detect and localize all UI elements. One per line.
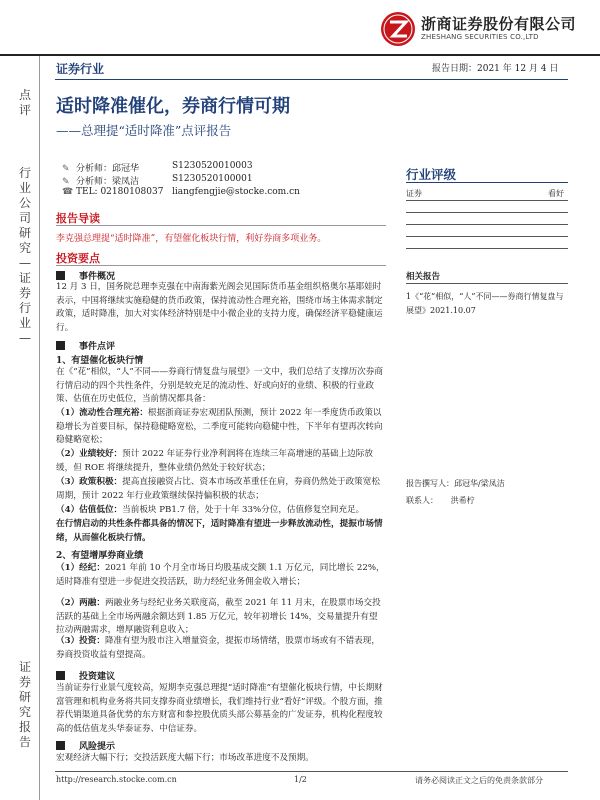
rating-rule: [406, 236, 568, 237]
contact-name: 洪希柠: [450, 496, 475, 505]
point-2-item-1: [56, 562, 386, 589]
rating-rule: [406, 212, 568, 213]
contact-tel: TEL: 02180108037: [76, 187, 164, 197]
related-rule: [406, 283, 568, 284]
report-subtitle: ——总理提“适时降准”点评报告: [56, 123, 232, 138]
footer-disclaimer: 请务必阅读正文之后的免责条款部分: [415, 776, 543, 785]
point-2-heading: 2、有望增厚券商业绩: [56, 551, 144, 561]
item-label: （2）两融：: [56, 598, 105, 608]
point-1-heading: 1、有望催化板块行情: [56, 356, 144, 366]
item-label: （3）投资：: [56, 636, 105, 646]
header-rule: [0, 54, 600, 56]
advice-heading: [56, 669, 115, 682]
point-2-item-3: [56, 635, 386, 662]
analyst-name: 分析师：梁凤洁: [76, 177, 140, 187]
page-number: 1/2: [294, 775, 307, 784]
contact-email[interactable]: liangfengjie@stocke.com.cn: [172, 187, 300, 197]
item-text: 当前板块 PB1.7 倍，处于十年 33%分位，估值修复空间充足。: [122, 505, 365, 515]
item-label: （3）政策积极：: [56, 477, 123, 487]
point-1-conclusion: 在行情启动的共性条件都具备的情况下，适时降准有望进一步释放流动性，提振市场情绪，从而催化板块行情。: [56, 519, 383, 543]
writer-names: 邱冠华/梁凤洁: [454, 479, 505, 488]
section-guide-heading: 报告导读: [56, 212, 100, 225]
item-text: 两融业务与经纪业务关联度高，截至 2021 年 11 月末，在股票市场交投活跃的基础上全市场两融余额达到 1.85 万亿元，较年初增长 14%，交易量提升有望拉动两融需求，增厚融资利息收入；: [56, 598, 381, 635]
square-bullet-icon: [56, 341, 65, 350]
side-divider: [39, 56, 40, 800]
point-1-text: 在《“花”相似，“人”不同——券商行情复盘与展望》一文中，我们总结了支撑历次券商行情启动的四个共性条件，分别是较充足的流动性、好或向好的业绩、积极的行业政策、估值在历史低位，当前情况都具备：: [56, 367, 383, 404]
rating-rule: [406, 182, 568, 183]
brand-name-en: ZHESHANG SECURITIES CO.,LTD: [421, 33, 539, 41]
risk-label: 风险提示: [79, 742, 116, 752]
square-bullet-icon: [56, 271, 65, 280]
company-logo-icon: [381, 12, 415, 46]
pen-icon: ✎: [62, 164, 70, 174]
point-2-item-2: [56, 597, 386, 638]
rating-rule: [406, 224, 568, 225]
report-title: 适时降准催化，券商行情可期: [56, 96, 290, 117]
event-comment-label: 事件点评: [79, 342, 116, 352]
side-label-middle: 行业公司研究—证券行业—: [18, 166, 31, 345]
contact-row: [62, 187, 300, 197]
item-text: 根据浙商证券宏观团队预测，预计 2022 年一季度货币政策以稳增长为首要目标，保持稳健略宽松，二季度可能转向稳健中性，下半年有望再次转向稳健略宽松；: [56, 408, 383, 445]
event-text: 12 月 3 日，国务院总理李克强在中南海紫光阁会见国际货币基金组织格奥尔基耶娃时表示，中国将继续实施稳健的货币政策，保持流动性合理充裕，围绕市场主体需求制定政策，适时降准，加大对实体经济特别是中小微企业的支持力度，确保经济平稳健康运行。: [56, 282, 383, 333]
square-bullet-icon: [56, 741, 65, 750]
item-text: 预计 2022 年证券行业净利润将在连续三年高增速的基础上边际放缓，但 ROE 将继续提升，整体业绩仍然处于较好状态；: [56, 449, 373, 473]
side-label-top: 点评: [18, 88, 31, 117]
item-label: （1）流动性合理充裕：: [56, 408, 148, 418]
contact-label: 联系人：: [406, 496, 438, 505]
industry-tag: 证券行业: [56, 62, 105, 76]
event-overview-label: 事件概况: [79, 272, 116, 282]
rating-heading: 行业评级: [406, 167, 457, 182]
report-date: 报告日期：2021 年 12 月 4 日: [432, 64, 559, 74]
advice-label: 投资建议: [79, 672, 116, 682]
pen-icon: ✎: [62, 177, 70, 187]
analyst-code: S1230520010003: [172, 161, 253, 171]
footer-url[interactable]: http://research.stocke.com.cn: [56, 775, 177, 784]
title-rule: [55, 79, 568, 80]
analyst-code: S1230520100001: [172, 174, 253, 184]
point-1-item-1: [56, 407, 386, 448]
item-text: 降准有望为股市注入增量资金，提振市场情绪，股票市场或有不错表现，券商投资收益有望提高。: [56, 636, 380, 660]
side-label-bottom: 证券研究报告: [18, 660, 31, 749]
item-label: （4）估值低位：: [56, 505, 123, 515]
analyst-name: 分析师：邱冠华: [76, 164, 140, 174]
section-rule: [56, 225, 386, 226]
report-writer: [406, 478, 505, 489]
guide-text: 李克强总理提“适时降准”，有望催化板块行情，利好券商多项业务。: [56, 234, 327, 244]
risk-heading: [56, 739, 115, 752]
square-bullet-icon: [56, 671, 65, 680]
analyst-row: [62, 174, 253, 187]
rating-rule: [406, 248, 568, 249]
rating-rule: [406, 200, 568, 201]
rating-sector: 证券: [406, 189, 422, 198]
item-label: （2）业绩较好：: [56, 449, 123, 459]
item-text: 2021 年前 10 个月全市场日均股基成交额 1.1 万亿元，同比增长 22%，适时降准有望进一步促进交投活跃，助力经纪业务佣金收入增长；: [56, 563, 385, 587]
advice-text: 当前证券行业景气度较高，短期李克强总理提“适时降准”有望催化板块行情，中长期财富管理和机构业务将共同支撑券商业绩增长，我们维持行业“看好”评级。个股方面，推荐代销渠道具备优势的东方财富和参控股优质头部公募基金的广发证券，机构化程度较高的低估值龙头华泰证券、中信证券。: [56, 683, 383, 734]
related-item[interactable]: 1《“花”相似，“人”不同——券商行情复盘与展望》2021.10.07: [406, 292, 564, 315]
rating-value: 看好: [548, 189, 564, 198]
footer-rule: [55, 771, 568, 772]
writer-label: 报告撰写人：: [406, 479, 454, 488]
item-text: 提高直接融资占比、资本市场改革重任在肩，券商仍然处于政策宽松周期，预计 2022 年行业政策继续保持偏积极的状态；: [56, 477, 380, 501]
point-1-item-2: [56, 448, 386, 475]
related-heading: 相关报告: [406, 272, 441, 282]
item-label: （1）经纪：: [56, 563, 105, 573]
event-comment-heading: [56, 339, 115, 352]
point-1-item-4: [56, 504, 386, 518]
point-1-item-3: [56, 476, 386, 503]
analyst-row: [62, 161, 253, 174]
brand-name: 浙商证券股份有限公司: [421, 15, 577, 33]
section-rule: [56, 265, 386, 266]
risk-text: 宏观经济大幅下行；交投活跃度大幅下行；市场改革进度不及预期。: [56, 753, 314, 763]
phone-icon: ☎: [62, 187, 74, 197]
section-points-heading: 投资要点: [56, 252, 100, 265]
report-contact: [406, 495, 475, 506]
